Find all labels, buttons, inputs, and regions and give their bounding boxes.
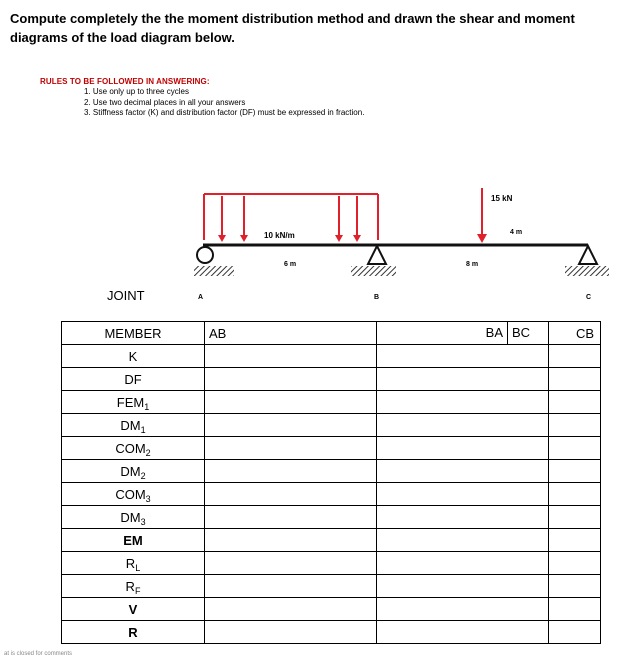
table-row bbox=[62, 483, 601, 506]
table-row bbox=[62, 391, 601, 414]
row-label-rl-sub: L bbox=[135, 562, 141, 573]
col-header-cb: CB bbox=[549, 322, 601, 345]
table-row bbox=[62, 598, 601, 621]
cell-b[interactable] bbox=[377, 368, 549, 391]
rule-item-1: 1. Use only up to three cycles bbox=[84, 87, 189, 96]
row-label-fem1-sub: 1 bbox=[144, 401, 150, 412]
joint-c-label: C bbox=[586, 294, 592, 301]
cell-ab[interactable] bbox=[205, 414, 377, 437]
cell-ab[interactable] bbox=[205, 345, 377, 368]
cell-ab[interactable] bbox=[205, 460, 377, 483]
table-row bbox=[62, 437, 601, 460]
cell-cb[interactable] bbox=[549, 575, 601, 598]
row-label-df: DF bbox=[62, 368, 205, 391]
point-load-label: 15 kN bbox=[491, 194, 513, 203]
row-label-com3-text: COM bbox=[115, 486, 146, 502]
pin-support-c bbox=[565, 246, 609, 276]
table-row bbox=[62, 506, 601, 529]
row-label-dm1-text: DM bbox=[120, 417, 141, 433]
span-bc-label: 8 m bbox=[466, 261, 479, 268]
cell-cb[interactable] bbox=[549, 529, 601, 552]
table-row bbox=[62, 345, 601, 368]
cell-cb[interactable] bbox=[549, 437, 601, 460]
cell-b[interactable] bbox=[377, 552, 549, 575]
row-label-dm2-sub: 2 bbox=[140, 470, 146, 481]
rules-heading: RULES TO BE FOLLOWED IN ANSWERING: bbox=[40, 77, 210, 86]
row-label-r: R bbox=[62, 621, 205, 644]
cell-b[interactable] bbox=[377, 460, 549, 483]
row-label-fem1 bbox=[62, 391, 205, 414]
moment-distribution-table bbox=[61, 321, 601, 644]
joint-b-label: B bbox=[374, 294, 380, 301]
row-label-rf-text: R bbox=[125, 578, 135, 594]
pin-support-b bbox=[351, 246, 396, 276]
cell-ab[interactable] bbox=[205, 529, 377, 552]
cell-cb[interactable] bbox=[549, 552, 601, 575]
member-header: MEMBER bbox=[62, 322, 205, 345]
cell-ab[interactable] bbox=[205, 483, 377, 506]
cell-ab[interactable] bbox=[205, 506, 377, 529]
row-label-com2-sub: 2 bbox=[145, 447, 151, 458]
problem-title: Compute completely the the moment distribution method and drawn the shear and moment diagrams of the load diagram below. bbox=[10, 11, 575, 45]
cell-ab[interactable] bbox=[205, 575, 377, 598]
cell-ab[interactable] bbox=[205, 368, 377, 391]
cell-cb[interactable] bbox=[549, 506, 601, 529]
row-label-com2 bbox=[62, 437, 205, 460]
row-label-em: EM bbox=[62, 529, 205, 552]
cell-cb[interactable] bbox=[549, 345, 601, 368]
cell-ab[interactable] bbox=[205, 598, 377, 621]
row-label-dm2 bbox=[62, 460, 205, 483]
joint-a-label: A bbox=[198, 294, 204, 301]
row-label-k: K bbox=[62, 345, 205, 368]
cell-ab[interactable] bbox=[205, 437, 377, 460]
row-label-rf bbox=[62, 575, 205, 598]
point-load-arrow bbox=[477, 188, 487, 243]
table-row bbox=[62, 552, 601, 575]
cell-cb[interactable] bbox=[549, 391, 601, 414]
table-header-row bbox=[62, 322, 601, 345]
row-label-dm2-text: DM bbox=[120, 463, 141, 479]
cell-cb[interactable] bbox=[549, 483, 601, 506]
cell-b[interactable] bbox=[377, 529, 549, 552]
rule-item-3: 3. Stiffness factor (K) and distribution factor (DF) must be expressed in fraction. bbox=[84, 108, 365, 117]
row-label-com3 bbox=[62, 483, 205, 506]
cell-b[interactable] bbox=[377, 483, 549, 506]
cell-cb[interactable] bbox=[549, 368, 601, 391]
row-label-dm1-sub: 1 bbox=[140, 424, 146, 435]
cell-b[interactable] bbox=[377, 437, 549, 460]
joint-heading: JOINT bbox=[107, 288, 145, 303]
cell-b[interactable] bbox=[377, 391, 549, 414]
row-label-fem1-text: FEM bbox=[116, 394, 145, 410]
cell-b[interactable] bbox=[377, 345, 549, 368]
cell-b[interactable] bbox=[377, 598, 549, 621]
table-row bbox=[62, 460, 601, 483]
row-label-rf-sub: F bbox=[134, 585, 141, 596]
row-label-dm3-text: DM bbox=[120, 509, 141, 525]
table-row bbox=[62, 414, 601, 437]
cell-ab[interactable] bbox=[205, 552, 377, 575]
row-label-rl-text: R bbox=[125, 555, 136, 571]
col-header-ba-bc bbox=[377, 322, 549, 345]
row-label-com3-sub: 3 bbox=[145, 493, 151, 504]
roller-support-a bbox=[194, 247, 234, 276]
cell-cb[interactable] bbox=[549, 598, 601, 621]
cell-cb[interactable] bbox=[549, 621, 601, 644]
row-label-com2-text: COM bbox=[115, 440, 146, 456]
span-ab-label: 6 m bbox=[284, 261, 297, 268]
row-label-dm3-sub: 3 bbox=[140, 516, 146, 527]
col-header-ba: BA bbox=[377, 322, 508, 344]
udl-label: 10 kN/m bbox=[264, 231, 295, 240]
footer-note: at is closed for comments bbox=[4, 651, 73, 657]
table-row bbox=[62, 621, 601, 644]
cell-b[interactable] bbox=[377, 414, 549, 437]
row-label-dm3 bbox=[62, 506, 205, 529]
table-row bbox=[62, 575, 601, 598]
cell-ab[interactable] bbox=[205, 621, 377, 644]
cell-cb[interactable] bbox=[549, 414, 601, 437]
row-label-rl bbox=[62, 552, 205, 575]
cell-ab[interactable] bbox=[205, 391, 377, 414]
row-label-v: V bbox=[62, 598, 205, 621]
cell-b[interactable] bbox=[377, 575, 549, 598]
cell-cb[interactable] bbox=[549, 460, 601, 483]
table-row bbox=[62, 529, 601, 552]
row-label-dm1 bbox=[62, 414, 205, 437]
cell-b[interactable] bbox=[377, 621, 549, 644]
col-header-bc: BC bbox=[512, 325, 531, 340]
point-offset-label: 4 m bbox=[510, 229, 523, 236]
col-header-ab: AB bbox=[205, 322, 377, 345]
rule-item-2: 2. Use two decimal places in all your answers bbox=[84, 97, 246, 107]
cell-b[interactable] bbox=[377, 506, 549, 529]
table-row bbox=[62, 368, 601, 391]
